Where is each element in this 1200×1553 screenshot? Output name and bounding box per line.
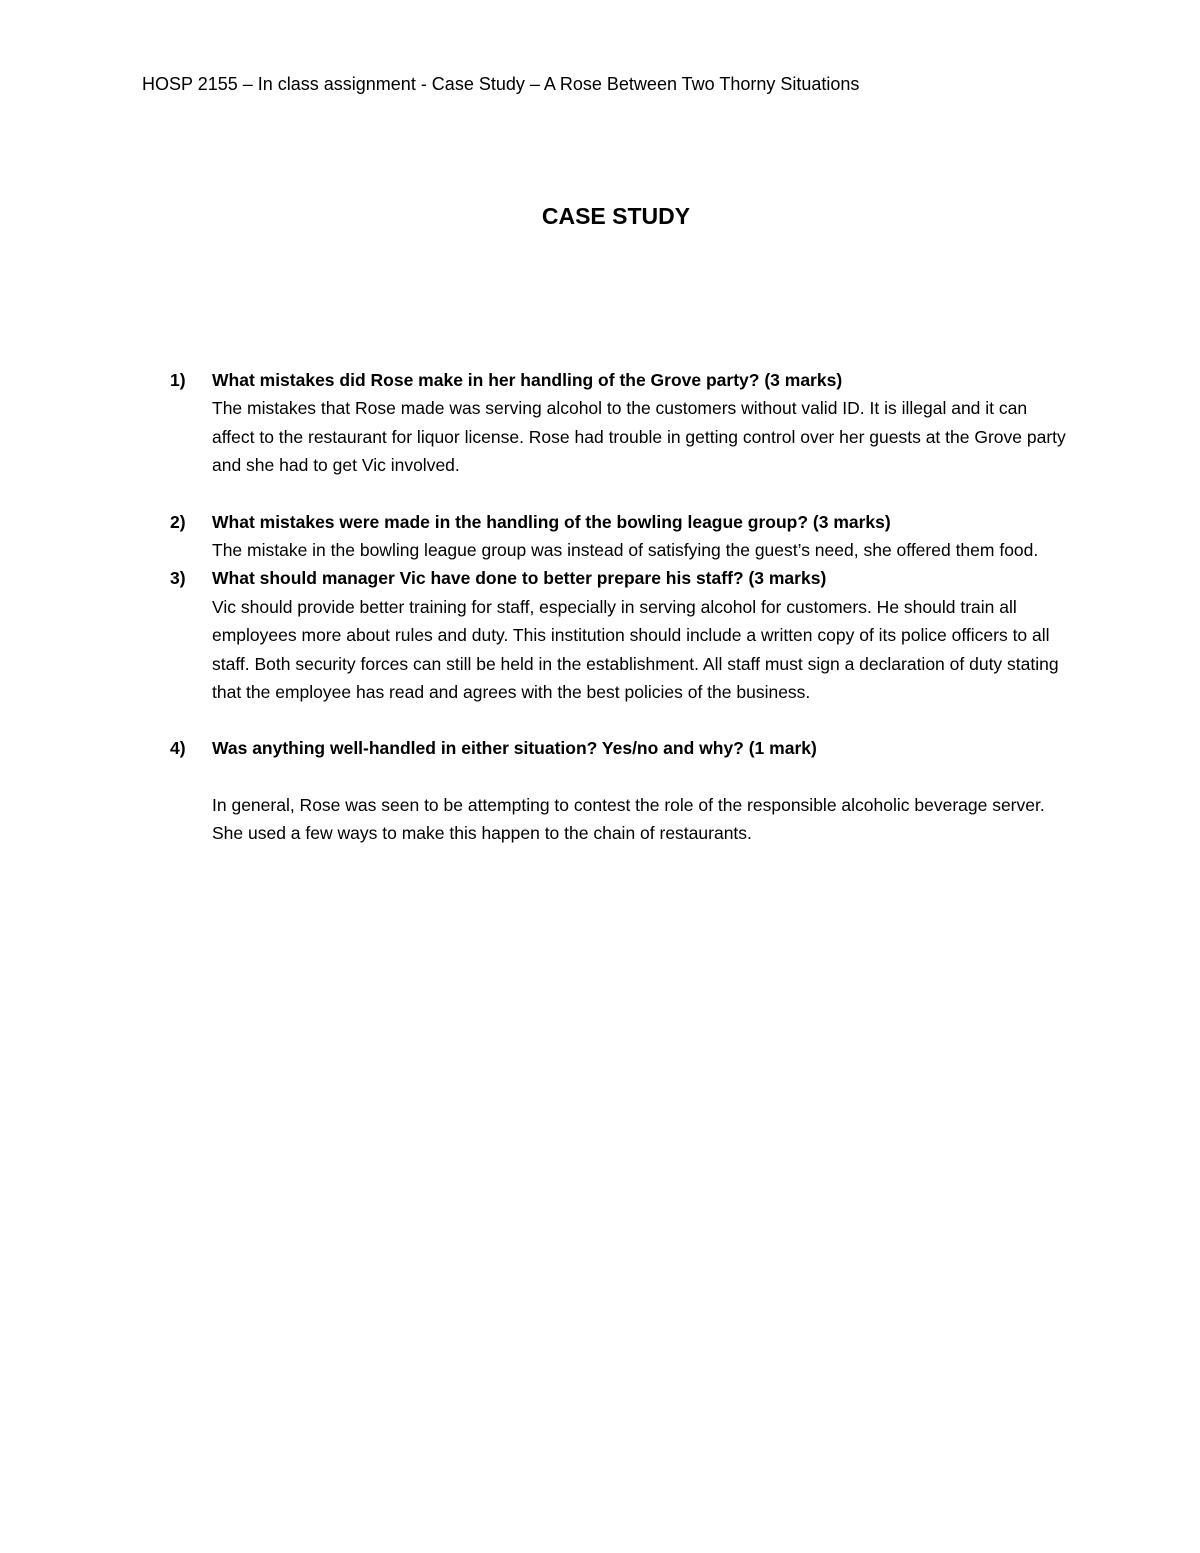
page-header: HOSP 2155 – In class assignment - Case Study – A Rose Between Two Thorny Situations — [142, 74, 860, 94]
question-text: What mistakes were made in the handling of the bowling league group? (3 marks) — [212, 511, 891, 532]
question-item-1 — [170, 366, 1070, 480]
question-item-3 — [170, 564, 1070, 706]
question-list — [170, 366, 1070, 848]
question-number: 4) — [170, 738, 186, 759]
question-item-2 — [170, 508, 1070, 565]
question-text: What mistakes did Rose make in her handling of the Grove party? (3 marks) — [212, 370, 843, 390]
question-text: Was anything well-handled in either situation? Yes/no and why? (1 mark) — [212, 738, 817, 759]
answer-text: The mistake in the bowling league group was instead of satisfying the guest’s need, she offered them food. — [212, 540, 1039, 561]
question-text: What should manager Vic have done to better prepare his staff? (3 marks) — [212, 568, 827, 589]
answer-text: In general, Rose was seen to be attempting to contest the role of the responsible alcoholic beverage server. She used a few ways to make this happen to the chain of restaurants. — [212, 794, 1045, 844]
answer-text: The mistakes that Rose made was serving alcohol to the customers without valid ID. It is illegal and it can affect to the restaurant for liquor license. Rose had trouble in getting control over her guests at the Grove party and she had to get Vic involved. — [212, 398, 1066, 476]
question-item-4 — [170, 734, 1070, 847]
document-title: CASE STUDY — [541, 203, 691, 229]
question-number: 2) — [170, 511, 186, 532]
question-number: 3) — [170, 568, 186, 589]
answer-text: Vic should provide better training for staff, especially in serving alcohol for customers. He should train all employees more about rules and duty. This institution should include a written copy of its police officers to all staff. Both security forces can still be held in the establishment. All staff must sign a declaration of duty stating that the employee has read and agrees with the best policies of the business. — [212, 596, 1059, 703]
question-number: 1) — [170, 370, 186, 390]
